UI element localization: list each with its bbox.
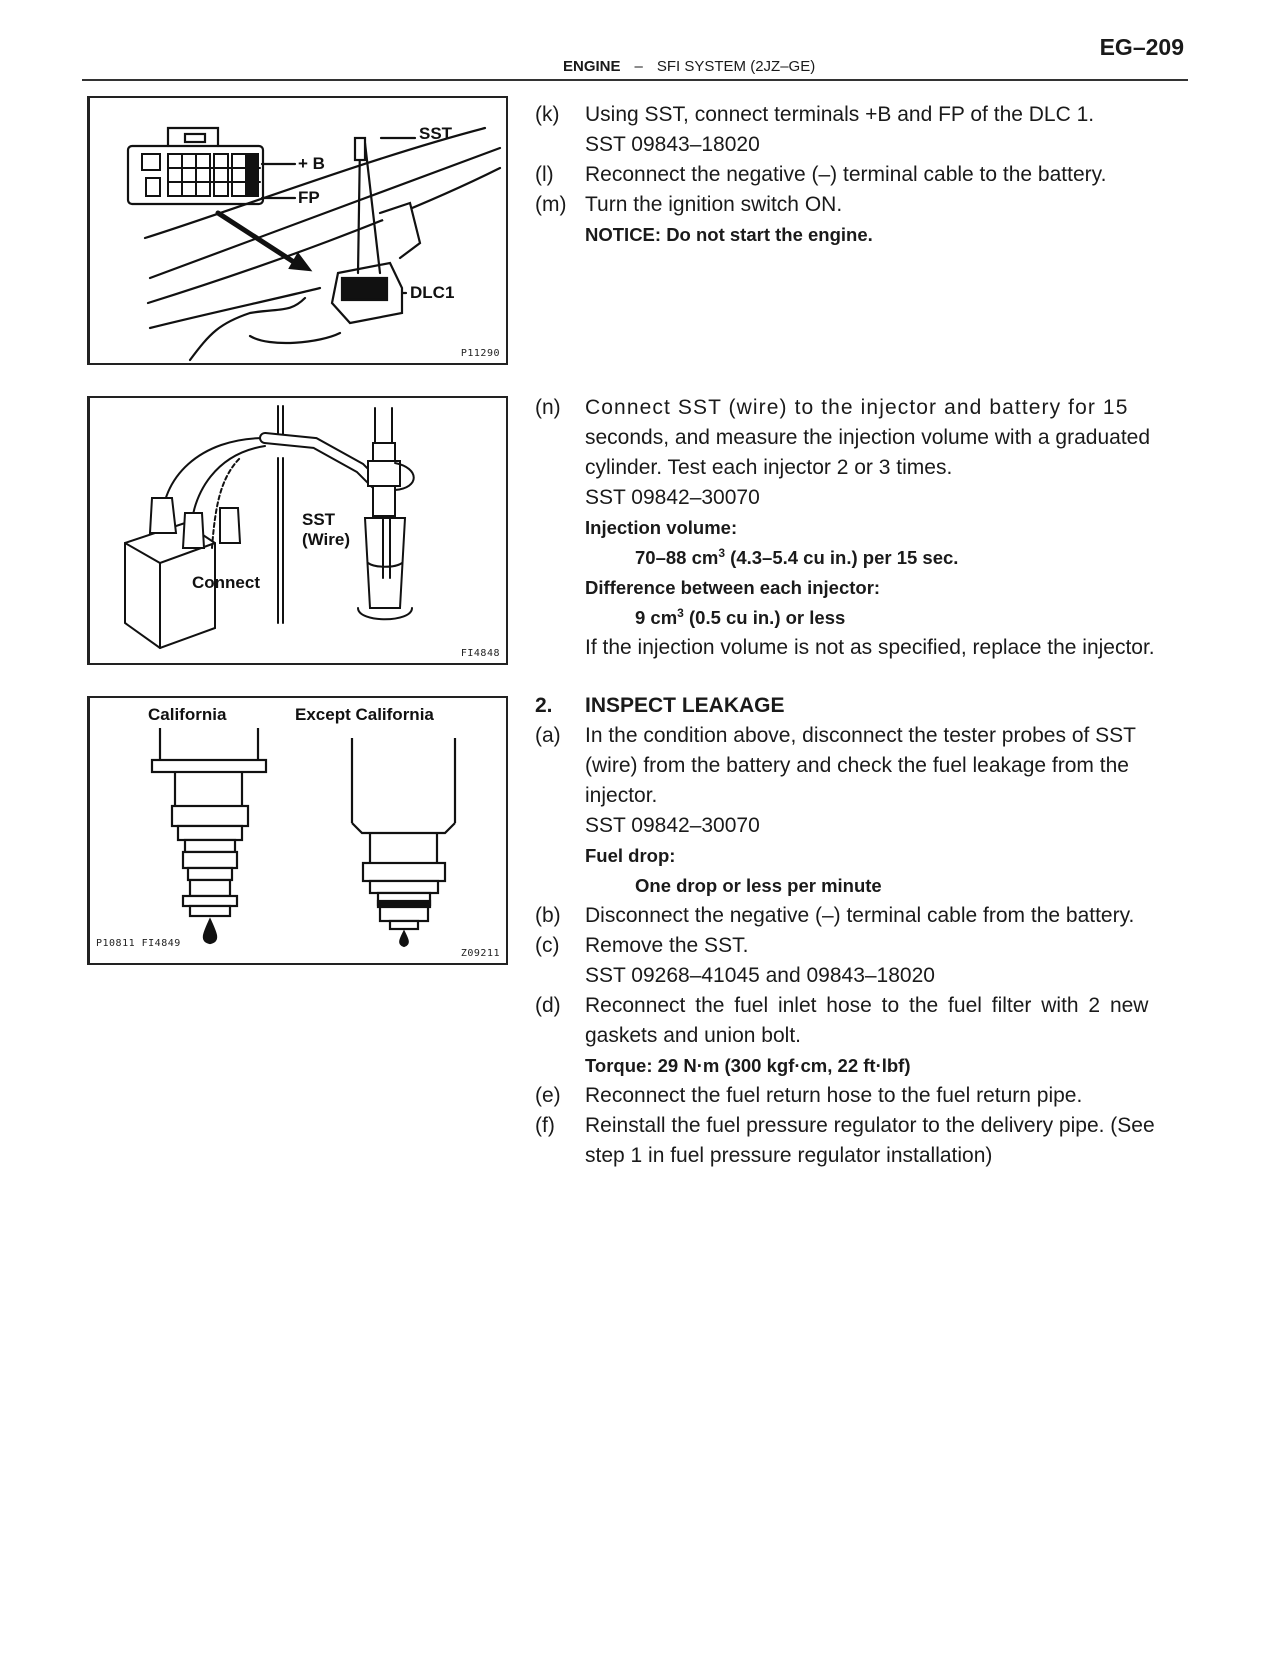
step-label: (d) bbox=[535, 994, 561, 1017]
step-label: (c) bbox=[535, 934, 560, 957]
instructions-block-3 bbox=[535, 691, 1195, 1171]
spec-heading-injection-volume: Injection volume: bbox=[585, 517, 738, 538]
spec-value-part: 9 cm bbox=[635, 607, 678, 628]
instructions-block-2 bbox=[535, 393, 1195, 663]
label-dlc1: DLC1 bbox=[410, 283, 455, 302]
step-text-line: seconds, and measure the injection volume with a graduated bbox=[585, 426, 1151, 449]
figure-injection-volume-test bbox=[87, 396, 508, 665]
label-fp: FP bbox=[298, 188, 320, 207]
section-name: ENGINE bbox=[563, 58, 621, 75]
spec-heading-difference: Difference between each injector: bbox=[585, 577, 881, 598]
sst-number: SST 09268–41045 and 09843–18020 bbox=[585, 964, 935, 987]
injector-test-illustration bbox=[90, 398, 508, 665]
spec-value-part: (4.3–5.4 cu in.) per 15 sec. bbox=[725, 547, 959, 568]
step-m bbox=[535, 190, 1195, 250]
figure-dlc1-connection bbox=[87, 96, 508, 365]
torque-spec: Torque: 29 N·m (300 kgf·cm, 22 ft·lbf) bbox=[585, 1055, 911, 1076]
step-text: Reconnect the fuel return hose to the fuel return pipe. bbox=[585, 1084, 1083, 1107]
label-california: California bbox=[148, 705, 227, 724]
spec-value-part: (0.5 cu in.) or less bbox=[683, 607, 846, 628]
heading-text: INSPECT LEAKAGE bbox=[585, 694, 785, 717]
figure-code: P11290 bbox=[460, 348, 500, 359]
step-label: (l) bbox=[535, 163, 554, 186]
label-wire: (Wire) bbox=[302, 530, 351, 549]
sst-number: SST 09843–18020 bbox=[585, 133, 760, 156]
step-text: Turn the ignition switch ON. bbox=[585, 193, 843, 216]
superscript: 3 bbox=[718, 546, 726, 560]
step-text-line: step 1 in fuel pressure regulator installation) bbox=[585, 1144, 993, 1167]
step-text-line: (wire) from the battery and check the fuel leakage from the bbox=[585, 754, 1129, 777]
figure-code-right: Z09211 bbox=[460, 948, 500, 959]
sst-number: SST 09842–30070 bbox=[585, 814, 760, 837]
header-rule bbox=[82, 79, 1188, 81]
figure-leakage-check bbox=[87, 696, 508, 965]
spec-heading-fuel-drop: Fuel drop: bbox=[585, 845, 676, 866]
step-d bbox=[535, 991, 1195, 1081]
heading-number: 2. bbox=[535, 694, 553, 717]
step-k bbox=[535, 100, 1195, 160]
figure-code-left: P10811 FI4849 bbox=[96, 938, 181, 949]
spec-value-difference bbox=[585, 603, 1195, 633]
spec-value-part: 70–88 cm bbox=[635, 547, 719, 568]
step-label: (f) bbox=[535, 1114, 555, 1137]
section-heading-inspect-leakage bbox=[535, 691, 1195, 721]
step-text-line: In the condition above, disconnect the tester probes of SST bbox=[585, 724, 1137, 747]
header-separator: – bbox=[634, 58, 643, 75]
step-label: (m) bbox=[535, 193, 567, 216]
spec-value-fuel-drop: One drop or less per minute bbox=[635, 875, 882, 896]
step-e bbox=[535, 1081, 1195, 1111]
instructions-block-1 bbox=[535, 100, 1195, 250]
step-b bbox=[535, 901, 1195, 931]
spec-value-injection-volume bbox=[585, 543, 1195, 573]
step-text: Remove the SST. bbox=[585, 934, 749, 957]
step-text: Reconnect the negative (–) terminal cable to the battery. bbox=[585, 163, 1107, 186]
step-n bbox=[535, 393, 1195, 663]
step-text-line: Reinstall the fuel pressure regulator to the delivery pipe. (See bbox=[585, 1114, 1155, 1137]
step-text: Using SST, connect terminals +B and FP of the DLC 1. bbox=[585, 103, 1095, 126]
step-label: (e) bbox=[535, 1084, 561, 1107]
step-text-line: Connect SST (wire) to the injector and battery for 15 bbox=[585, 396, 1129, 419]
step-label: (a) bbox=[535, 724, 561, 747]
page-number: EG–209 bbox=[1099, 34, 1184, 60]
sst-number: SST 09842–30070 bbox=[585, 486, 760, 509]
step-l bbox=[535, 160, 1195, 190]
label-sst: SST bbox=[302, 510, 336, 529]
step-note: If the injection volume is not as specified, replace the injector. bbox=[585, 636, 1155, 659]
step-a bbox=[535, 721, 1195, 901]
superscript: 3 bbox=[677, 606, 684, 620]
notice: NOTICE: Do not start the engine. bbox=[585, 224, 873, 245]
step-text-line: cylinder. Test each injector 2 or 3 times. bbox=[585, 456, 953, 479]
label-connect: Connect bbox=[192, 573, 260, 592]
step-f bbox=[535, 1111, 1195, 1171]
step-label: (n) bbox=[535, 396, 561, 419]
step-label: (k) bbox=[535, 103, 560, 126]
step-text-line: gaskets and union bolt. bbox=[585, 1024, 801, 1047]
step-c bbox=[535, 931, 1195, 991]
step-text: Disconnect the negative (–) terminal cable from the battery. bbox=[585, 904, 1135, 927]
step-text-line: Reconnect the fuel inlet hose to the fuel filter with 2 new bbox=[585, 994, 1149, 1017]
label-sst: SST bbox=[419, 124, 453, 143]
label-except-california: Except California bbox=[295, 705, 434, 724]
step-label: (b) bbox=[535, 904, 561, 927]
step-text-line: injector. bbox=[585, 784, 658, 807]
subsection-name: SFI SYSTEM (2JZ–GE) bbox=[656, 58, 816, 75]
running-header bbox=[563, 58, 815, 75]
figure-code: FI4848 bbox=[460, 648, 500, 659]
injector-nozzle-illustration bbox=[90, 698, 508, 965]
label-plus-b: + B bbox=[298, 154, 325, 173]
